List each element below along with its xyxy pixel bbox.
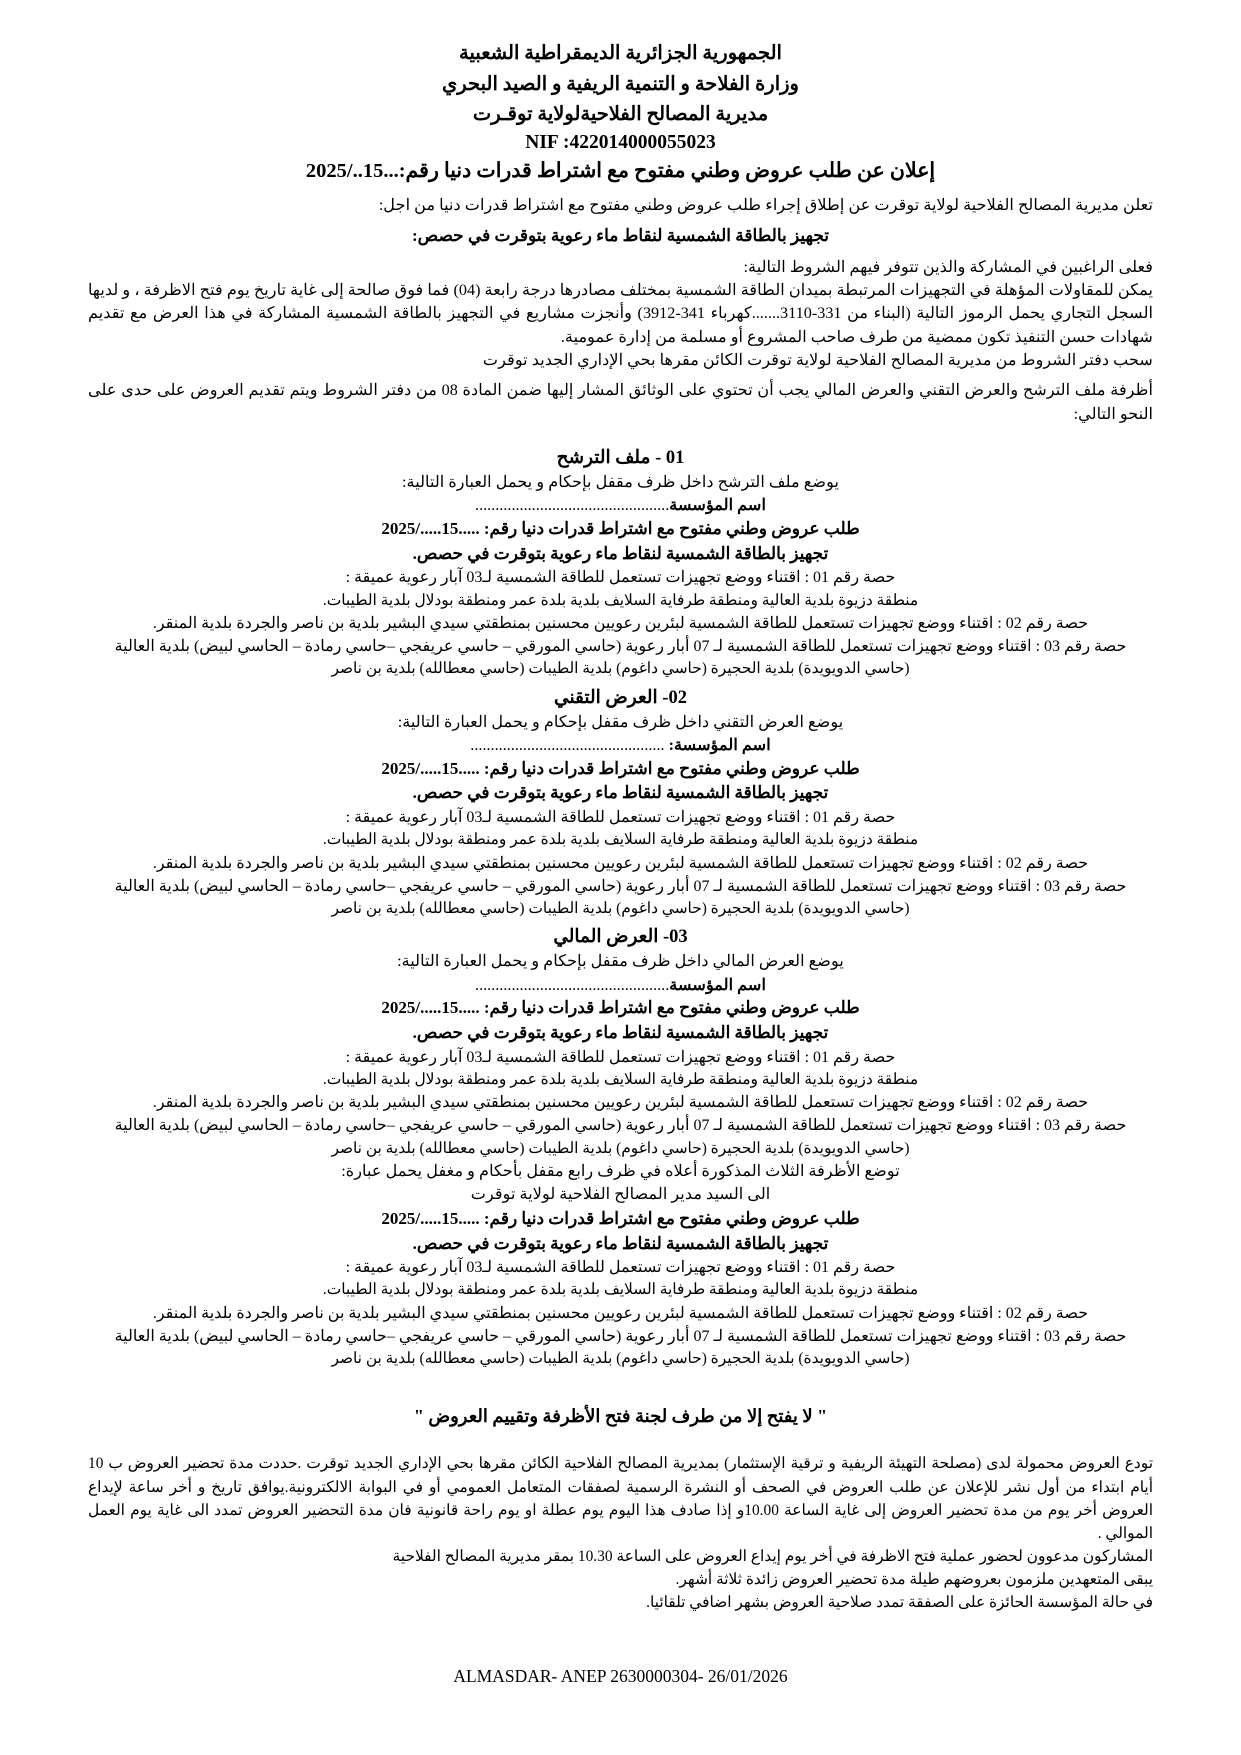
section-01-object: تجهيز بالطاقة الشمسية لنقاط ماء رعوية بتوقرت في حصص. xyxy=(412,543,829,563)
header-ministry-line: وزارة الفلاحة و التنمية الريفية و الصيد البحري xyxy=(442,73,799,95)
section-01-lot-01: حصة رقم 01 : اقتناء ووضع تجهيزات تستعمل للطاقة الشمسية لـ03 آبار رعوية عميقة : xyxy=(345,569,896,587)
intro-paragraph-3: يمكن للمقاولات المؤهلة في التجهيزات المرتبطة بميدان الطاقة الشمسية بمختلف مصادرها درجة رابعة (04) فما فوق صالحة إلى غاية تاريخ يوم فتح الاظرفة ، و لديها السجل التجاري يحمل الرموز التالية (البناء من 331-3110.......كهرباء 341-3912) وأنجزت مشاريع في التجهيز بالطاقة الشمسية المشاركة في هذا العرض مع تقديم شهادات حسن التنفيذ تكون ممضية من طرف صاحب المشروع أو مسلمة من إدارة عمومية. xyxy=(88,281,1153,346)
outer-tender-ref: طلب عروض وطني مفتوح مع اشتراط قدرات دنيا رقم: .....15...../2025 xyxy=(381,1208,860,1228)
dotted-line-2: ................................................ xyxy=(470,736,665,755)
tail-paragraph-2: المشاركون مدعوون لحضور عملية فتح الاظرفة في أخر يوم إيداع العروض على الساعة 10.30 بمقر مديرية المصالح الفلاحية xyxy=(392,1547,1153,1565)
section-01-company-field xyxy=(88,494,1153,517)
section-03-lot-02: حصة رقم 02 : اقتناء ووضع تجهيزات تستعمل للطاقة الشمسية لبئرين رعويين محسنين بمنطقتي سيدي البشير بلدية بن ناصر والجردة بلدية المنقر. xyxy=(152,1094,1089,1112)
outer-lot-03-sub: (حاسي الدويويدة) بلدية الحجيرة (حاسي داغوم) بلدية الطيبات (حاسي معطالله) بلدية بن ناصر xyxy=(331,1350,910,1368)
tail-paragraph-4: في حالة المؤسسة الحائزة على الصفقة تمدد صلاحية العروض بشهر اضافي تلقائيا. xyxy=(646,1594,1153,1612)
section-03-tender-ref: طلب عروض وطني مفتوح مع اشتراط قدرات دنيا رقم: .....15...../2025 xyxy=(381,998,860,1018)
section-02-object: تجهيز بالطاقة الشمسية لنقاط ماء رعوية بتوقرت في حصص. xyxy=(412,783,829,803)
intro-paragraph-4: سحب دفتر الشروط من مديرية المصالح الفلاحية لولاية توقرت الكائن مقرها بحي الإداري الجديد توقرت xyxy=(482,351,1153,370)
section-heading-candidature: 01 - ملف الترشح xyxy=(556,448,685,468)
section-03-lot-03-sub: (حاسي الدويويدة) بلدية الحجيرة (حاسي داغوم) بلدية الطيبات (حاسي معطالله) بلدية بن ناصر xyxy=(331,1139,910,1157)
section-02-instruction: يوضع العرض التقني داخل ظرف مقفل بإحكام و يحمل العبارة التالية: xyxy=(397,712,844,731)
section-03-instruction: يوضع العرض المالي داخل ظرف مقفل بإحكام و يحمل العبارة التالية: xyxy=(397,952,844,971)
outer-lot-01-sub: منطقة دزيوة بلدية العالية ومنطقة طرفاية السلايف بلدية بلدة عمر ومنطقة بودلال بلدية الطيبات. xyxy=(322,1281,919,1299)
section-heading-technical: 02- العرض التقني xyxy=(554,687,687,708)
intro-paragraph-5: أظرفة ملف الترشح والعرض التقني والعرض المالي يجب أن تحتوي على الوثائق المشار إليها ضمن المادة 08 من دفتر الشروط ويتم تقديم العروض على حدى على النحو التالي: xyxy=(88,381,1153,423)
section-02-company-field xyxy=(88,734,1153,757)
section-01-lot-03-sub: (حاسي الدويويدة) بلدية الحجيرة (حاسي داغوم) بلدية الطيبات (حاسي معطالله) بلدية بن ناصر xyxy=(331,660,910,678)
section-01-instruction: يوضع ملف الترشح داخل ظرف مقفل بإحكام و يحمل العبارة التالية: xyxy=(402,473,839,491)
dotted-line-3: ................................................ xyxy=(475,975,670,994)
section-heading-financial: 03- العرض المالي xyxy=(553,927,688,948)
dotted-line-1: ................................................ xyxy=(475,496,670,515)
section-01-tender-ref: طلب عروض وطني مفتوح مع اشتراط قدرات دنيا رقم: .....15...../2025 xyxy=(381,519,860,539)
company-name-label-3: اسم المؤسسة xyxy=(669,975,766,994)
header-directorate-line: مديرية المصالح الفلاحيةلولاية توقـرت xyxy=(472,104,769,126)
section-02-lot-02: حصة رقم 02 : اقتناء ووضع تجهيزات تستعمل للطاقة الشمسية لبئرين رعويين محسنين بمنطقتي سيدي البشير بلدية بن ناصر والجردة بلدية المنقر. xyxy=(152,854,1089,872)
section-01-lot-03: حصة رقم 03 : اقتناء ووضع تجهيزات تستعمل للطاقة الشمسية لـ 07 أبار رعوية (حاسي المورقي – حاسي عريفجي –حاسي رمادة – الحاسي لبيض) بلدية العالية xyxy=(114,638,1127,656)
section-03-company-field xyxy=(88,974,1153,997)
outer-envelope-addressee: الى السيد مدير المصالح الفلاحية لولاية توقرت xyxy=(470,1185,771,1204)
section-03-object: تجهيز بالطاقة الشمسية لنقاط ماء رعوية بتوقرت في حصص. xyxy=(412,1023,829,1043)
section-03-lot-01: حصة رقم 01 : اقتناء ووضع تجهيزات تستعمل للطاقة الشمسية لـ03 آبار رعوية عميقة : xyxy=(345,1048,896,1066)
tail-paragraph-1: تودع العروض محمولة لدى (مصلحة التهيئة الريفية و ترقية الإستثمار) بمديرية المصالح الفلاحية الكائن مقرها بحي الإداري الجديد توقرت .حددت مدة تحضير العروض ب 10 أيام ابتداء من أول نشر للإعلان عن طلب العروض في الصحف أو النشرة الرسمية لصفقات المتعامل العمومي أو في البوابة الالكترونية.يوافق تاريخ و أخر ساعة لإيداع العروض أخر يوم من مدة تحضير العروض إلى غاية الساعة 10.00و إذا صادف هذا اليوم يوم عطلة او يوم راحة قانونية فان مدة التحضير العروض تمدد الى غاية يوم العمل الموالي . xyxy=(88,1455,1153,1542)
section-02-lot-01-sub: منطقة دزيوة بلدية العالية ومنطقة طرفاية السلايف بلدية بلدة عمر ومنطقة بودلال بلدية الطيبات. xyxy=(322,831,919,849)
section-02-tender-ref: طلب عروض وطني مفتوح مع اشتراط قدرات دنيا رقم: .....15...../2025 xyxy=(381,758,860,778)
sealed-envelope-notice: " لا يفتح إلا من طرف لجنة فتح الأظرفة وتقييم العروض " xyxy=(413,1406,828,1427)
section-01-lot-01-sub: منطقة دزيوة بلدية العالية ومنطقة طرفاية السلايف بلدية بلدة عمر ومنطقة بودلال بلدية الطيبات. xyxy=(322,591,919,609)
document-header xyxy=(88,40,1153,129)
section-02-lot-03-sub: (حاسي الدويويدة) بلدية الحجيرة (حاسي داغوم) بلدية الطيبات (حاسي معطالله) بلدية بن ناصر xyxy=(331,899,910,917)
intro-paragraph-1: تعلن مديرية المصالح الفلاحية لولاية توقرت عن إطلاق إجراء طلب عروض وطني مفتوح مع اشتراط قدرات دنيا من اجل: xyxy=(378,195,1153,214)
tender-object: تجهيز بالطاقة الشمسية لنقاط ماء رعوية بتوقرت في حصص: xyxy=(411,226,830,246)
section-02-lot-01: حصة رقم 01 : اقتناء ووضع تجهيزات تستعمل للطاقة الشمسية لـ03 آبار رعوية عميقة : xyxy=(345,809,896,827)
outer-lot-03: حصة رقم 03 : اقتناء ووضع تجهيزات تستعمل للطاقة الشمسية لـ 07 أبار رعوية (حاسي المورقي – حاسي عريفجي –حاسي رمادة – الحاسي لبيض) بلدية العالية xyxy=(114,1327,1127,1345)
outer-envelope-instruction: توضع الأظرفة الثلاث المذكورة أعلاه في ظرف رابع مقفل بأحكام و مغفل يحمل عبارة: xyxy=(341,1161,900,1180)
company-name-label-1: اسم المؤسسة xyxy=(669,496,766,515)
outer-lot-02: حصة رقم 02 : اقتناء ووضع تجهيزات تستعمل للطاقة الشمسية لبئرين رعويين محسنين بمنطقتي سيدي البشير بلدية بن ناصر والجردة بلدية المنقر. xyxy=(152,1304,1089,1322)
section-03-lot-03: حصة رقم 03 : اقتناء ووضع تجهيزات تستعمل للطاقة الشمسية لـ 07 أبار رعوية (حاسي المورقي – حاسي عريفجي –حاسي رمادة – الحاسي لبيض) بلدية العالية xyxy=(114,1117,1127,1135)
document-footer: ALMASDAR- ANEP 2630000304- 26/01/2026 xyxy=(453,1666,788,1687)
nif-line: NIF :422014000055023 xyxy=(525,132,716,154)
closing-paragraphs xyxy=(88,1452,1153,1614)
header-country-line: الجمهورية الجزائرية الديمقراطية الشعبية xyxy=(459,43,782,64)
intro-paragraph-2: فعلى الراغبين في المشاركة والذين تتوفر فيهم الشروط التالية: xyxy=(743,257,1153,276)
section-01-lot-02: حصة رقم 02 : اقتناء ووضع تجهيزات تستعمل للطاقة الشمسية لبئرين رعويين محسنين بمنطقتي سيدي البشير بلدية بن ناصر والجردة بلدية المنقر. xyxy=(152,614,1089,632)
tail-paragraph-3: يبقى المتعهدين ملزمون بعروضهم طيلة مدة تحضير العروض زائدة ثلاثة أشهر. xyxy=(675,1570,1153,1588)
section-03-lot-01-sub: منطقة دزيوة بلدية العالية ومنطقة طرفاية السلايف بلدية بلدة عمر ومنطقة بودلال بلدية الطيبات. xyxy=(322,1070,919,1088)
section-02-lot-03: حصة رقم 03 : اقتناء ووضع تجهيزات تستعمل للطاقة الشمسية لـ 07 أبار رعوية (حاسي المورقي – حاسي عريفجي –حاسي رمادة – الحاسي لبيض) بلدية العالية xyxy=(114,877,1127,895)
company-name-label-2: اسم المؤسسة: xyxy=(668,736,771,755)
outer-object: تجهيز بالطاقة الشمسية لنقاط ماء رعوية بتوقرت في حصص. xyxy=(412,1233,829,1253)
announcement-title: إعلان عن طلب عروض وطني مفتوح مع اشتراط قدرات دنيا رقم:...15../2025 xyxy=(305,160,936,183)
outer-lot-01: حصة رقم 01 : اقتناء ووضع تجهيزات تستعمل للطاقة الشمسية لـ03 آبار رعوية عميقة : xyxy=(345,1259,896,1277)
